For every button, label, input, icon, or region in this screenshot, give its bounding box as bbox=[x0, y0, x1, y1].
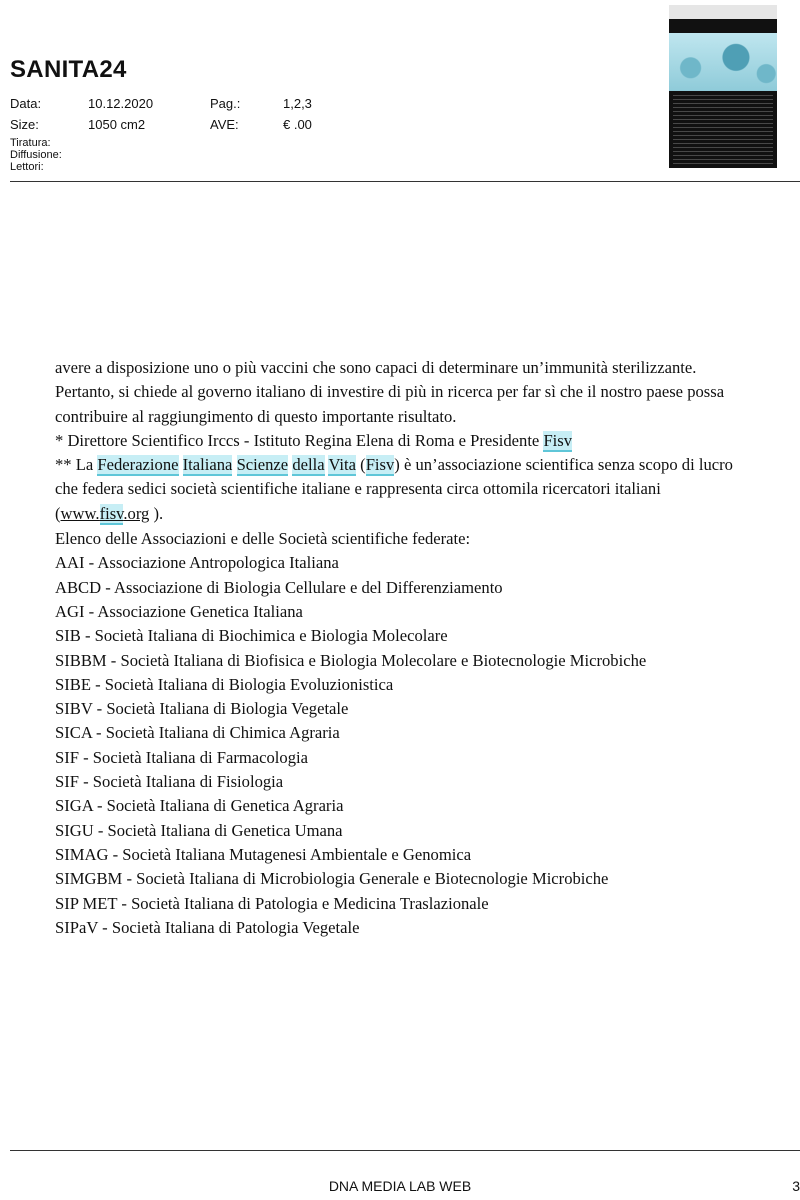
page-number: 3 bbox=[792, 1178, 800, 1194]
association-item: SIMGBM - Società Italiana di Microbiologia Generale e Biotecnologie Microbiche bbox=[55, 869, 609, 889]
association-item: SIBV - Società Italiana di Biologia Vegetale bbox=[55, 699, 349, 719]
meta-data-value: 10.12.2020 bbox=[88, 96, 154, 111]
footnote-director bbox=[55, 429, 745, 453]
association-item: SIGA - Società Italiana di Genetica Agraria bbox=[55, 796, 344, 816]
meta-pag-label: Pag.: bbox=[210, 96, 241, 111]
article-body bbox=[55, 356, 745, 940]
footnote-federation bbox=[55, 453, 745, 526]
meta-size-value: 1050 cm2 bbox=[88, 117, 146, 132]
highlight-federazione: Federazione bbox=[97, 455, 179, 475]
header-title: SANITA24 bbox=[10, 56, 127, 83]
article-paragraph: avere a disposizione uno o più vaccini che sono capaci di determinare un’immunità sterilizzante. Pertanto, si chiede al governo italiano di investire di più in ricerca per far sì che il nostro paese possa contribuire al raggiungimento di questo importante risultato. bbox=[55, 358, 725, 426]
footer-divider bbox=[10, 1150, 800, 1151]
meta-diffusione-label: Diffusione: bbox=[10, 149, 62, 161]
association-item: SIF - Società Italiana di Farmacologia bbox=[55, 747, 308, 767]
highlight-della: della bbox=[292, 455, 325, 475]
association-item: SIF - Società Italiana di Fisiologia bbox=[55, 772, 284, 792]
association-item: AGI - Associazione Genetica Italiana bbox=[55, 601, 303, 621]
footer-source: DNA MEDIA LAB WEB bbox=[328, 1178, 472, 1194]
article-thumbnail[interactable] bbox=[669, 5, 777, 168]
association-item: AAI - Associazione Antropologica Italiana bbox=[55, 553, 339, 573]
meta-tiratura-label: Tiratura: bbox=[10, 137, 51, 149]
highlight-italiana: Italiana bbox=[182, 455, 233, 475]
association-item: SIP MET - Società Italiana di Patologia e Medicina Traslazionale bbox=[55, 893, 489, 913]
list-intro: Elenco delle Associazioni e delle Società scientifiche federate: bbox=[55, 529, 471, 549]
association-list bbox=[55, 551, 745, 940]
meta-size-label: Size: bbox=[10, 117, 39, 132]
highlight-scienze: Scienze bbox=[236, 455, 289, 475]
footnote-director-text: * Direttore Scientifico Irccs - Istituto Regina Elena di Roma e Presidente bbox=[55, 430, 544, 450]
association-item: SIBBM - Società Italiana di Biofisica e Biologia Molecolare e Biotecnologie Microbiche bbox=[55, 650, 647, 670]
fisv-highlight: Fisv bbox=[543, 430, 573, 450]
virus-image bbox=[669, 33, 777, 91]
association-item: SIBE - Società Italiana di Biologia Evoluzionistica bbox=[55, 674, 394, 694]
thumbnail-text-lines bbox=[673, 95, 773, 165]
meta-pag-value: 1,2,3 bbox=[283, 96, 312, 111]
meta-lettori-label: Lettori: bbox=[10, 161, 44, 173]
association-item: SICA - Società Italiana di Chimica Agraria bbox=[55, 723, 340, 743]
footnote-end: ). bbox=[149, 503, 164, 523]
url-www: www. bbox=[60, 503, 100, 523]
association-item: SIGU - Società Italiana di Genetica Umana bbox=[55, 820, 343, 840]
association-item: SIB - Società Italiana di Biochimica e Biologia Molecolare bbox=[55, 626, 448, 646]
footnote-prefix: ** La bbox=[55, 455, 98, 475]
association-item: SIPaV - Società Italiana di Patologia Vegetale bbox=[55, 917, 360, 937]
url-fisv-highlight: fisv bbox=[99, 503, 124, 523]
footnote-federation-text: ) è un’associazione scientifica senza scopo di lucro che federa sedici società scientifiche italiane e rappresenta circa ottomila ricercatori italiani ( bbox=[55, 455, 733, 523]
highlight-vita: Vita bbox=[328, 455, 357, 475]
fisv-link[interactable] bbox=[61, 504, 150, 525]
association-item: SIMAG - Società Italiana Mutagenesi Ambientale e Genomica bbox=[55, 844, 472, 864]
meta-ave-label: AVE: bbox=[210, 117, 239, 132]
thumbnail-header-strip bbox=[669, 5, 777, 19]
meta-data-label: Data: bbox=[10, 96, 42, 111]
association-item: ABCD - Associazione di Biologia Cellulare e del Differenziamento bbox=[55, 577, 503, 597]
open-paren: ( bbox=[356, 455, 366, 475]
highlight-fisv: Fisv bbox=[365, 455, 395, 475]
url-org: .org bbox=[123, 503, 150, 523]
header-divider bbox=[10, 181, 800, 182]
meta-ave-value: € .00 bbox=[283, 117, 312, 132]
